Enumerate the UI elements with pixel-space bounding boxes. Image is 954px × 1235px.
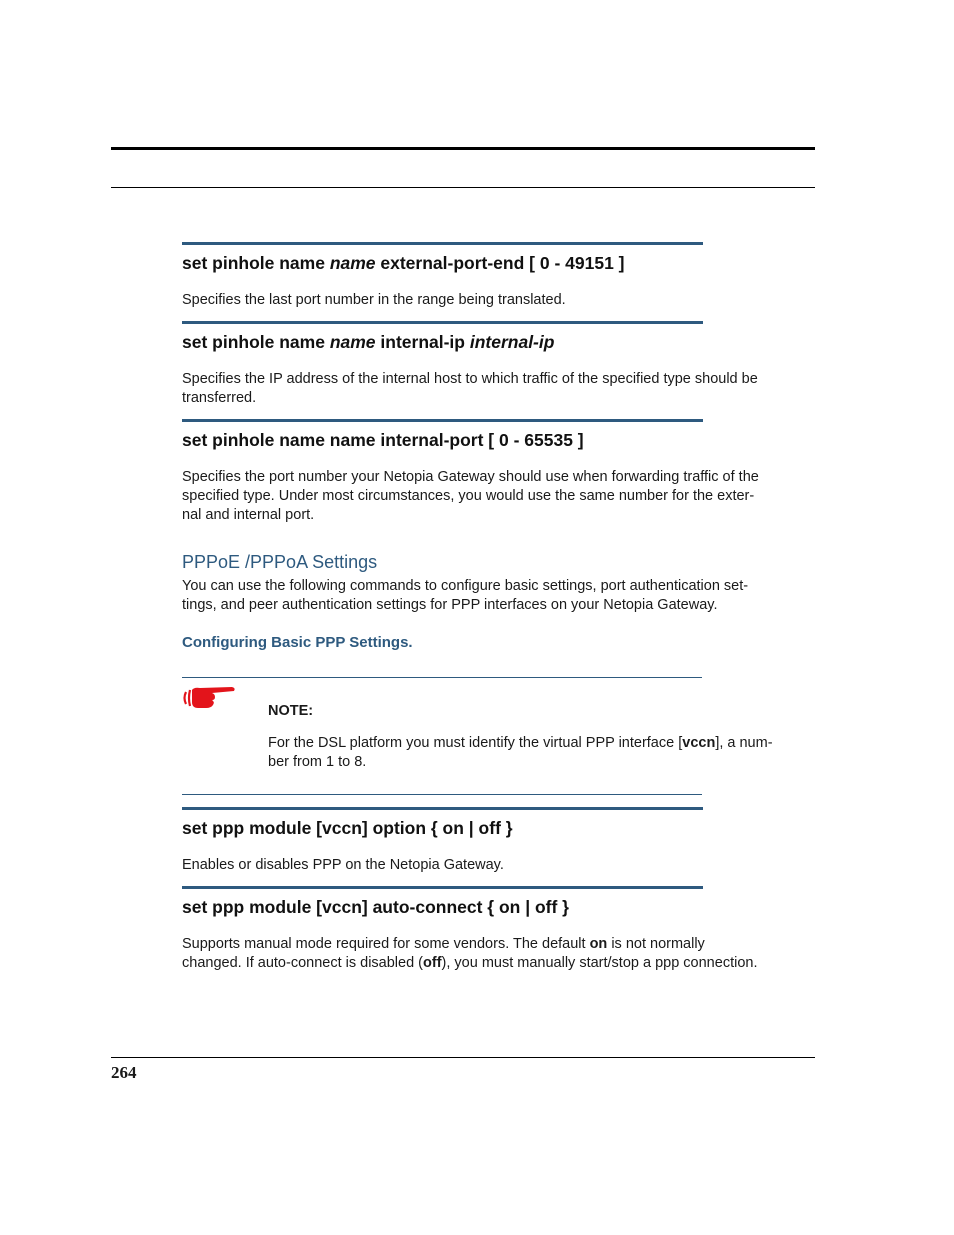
- command-rule: [182, 807, 703, 810]
- command-description: Specifies the last port number in the range being translated.: [182, 292, 566, 308]
- section-intro: You can use the following commands to configure basic settings, port authentication set- tings, and peer authentication settings for PPP interfaces on your Netopia Gateway.: [182, 578, 749, 613]
- pointing-hand-icon: [182, 684, 236, 712]
- note-rule-bottom: [182, 794, 702, 795]
- command-rule: [182, 419, 703, 422]
- command-description: Supports manual mode required for some vendors. The default on is not normally changed. If auto-connect is disabled (off), you must manually start/stop a ppp connection.: [182, 936, 758, 971]
- subsection-title: Configuring Basic PPP Settings.: [182, 634, 413, 651]
- command-rule: [182, 242, 703, 245]
- note-rule-top: [182, 677, 702, 678]
- command-heading-ppp-auto-connect: set ppp module [vccn] auto-connect { on | off }: [182, 897, 569, 917]
- command-rule: [182, 321, 703, 324]
- command-description: Specifies the IP address of the internal host to which traffic of the specified type should be transferred.: [182, 371, 758, 406]
- command-rule: [182, 886, 703, 889]
- header-rule-thin: [111, 187, 815, 188]
- header-rule-thick: [111, 147, 815, 150]
- footer-rule: [111, 1057, 815, 1058]
- command-heading-ppp-option: set ppp module [vccn] option { on | off }: [182, 818, 513, 838]
- command-heading-internal-port: set pinhole name name internal-port [ 0 - 65535 ]: [182, 430, 584, 450]
- command-description: Enables or disables PPP on the Netopia Gateway.: [182, 857, 504, 873]
- page-number: 264: [111, 1063, 137, 1082]
- command-description: Specifies the port number your Netopia Gateway should use when forwarding traffic of the specified type. Under most circumstances, you would use the same number for the exter- nal and internal port.: [182, 469, 759, 523]
- command-heading-external-port-end: set pinhole name name external-port-end [ 0 - 49151 ]: [182, 253, 625, 273]
- command-heading-internal-ip: set pinhole name name internal-ip internal-ip: [182, 332, 555, 352]
- section-title: PPPoE /PPPoA Settings: [182, 552, 378, 572]
- note-label: NOTE:: [268, 703, 314, 719]
- note-body: For the DSL platform you must identify the virtual PPP interface [vccn], a num- ber from 1 to 8.: [268, 735, 773, 770]
